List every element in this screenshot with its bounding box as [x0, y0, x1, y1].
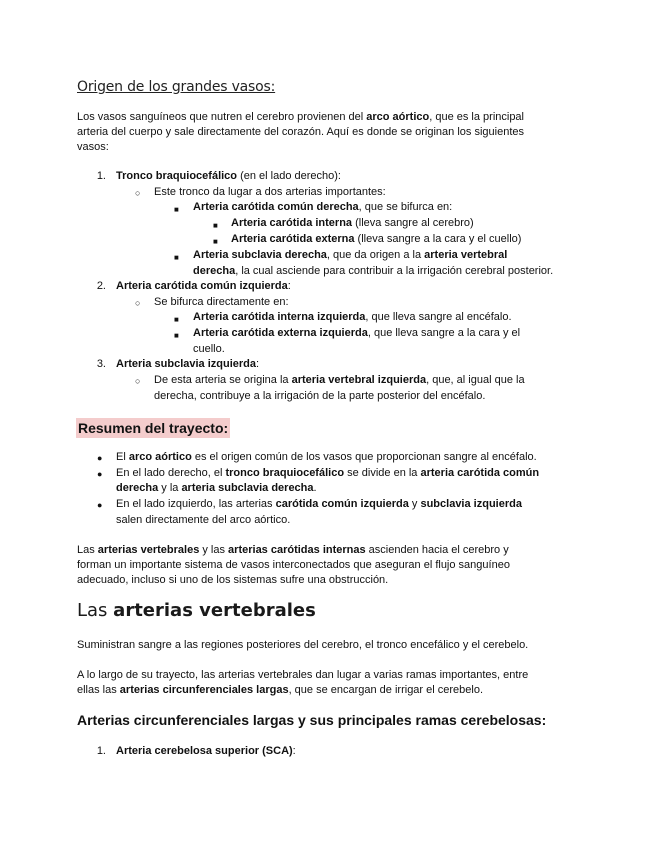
list-item: Arteria cerebelosa superior (SCA): [116, 745, 296, 757]
bullet-dot-icon: ● [97, 453, 103, 463]
square-bullet-icon: ■ [174, 205, 179, 214]
circle-bullet-icon: ○ [135, 298, 141, 308]
circle-bullet-icon: ○ [135, 376, 141, 386]
document-page: Origen de los grandes vasos: Los vasos sanguíneos que nutren el cerebro provienen del arco aórtico, que es la principal arteria del cuerpo y sale directamente del corazón. Aquí es donde se originan los siguientes vasos: 1. Tronco braquiocefálico (en el lado derecho): ○ Este tronco da lugar a dos arterias importantes: ■ Arteria carótida común derecha, que se bifurca en: ■ Arteria carótida interna (lleva sangre al cerebro) ■ Arteria carótida externa (lleva sangre a la cara y el cuello) ■ Arteria subclavia derecha, que da origen a la arteria vertebral derecha, la cual asciende para contribuir a la irrigación cerebral posterior. 2. Arteria carótida común izquierda: ○ Se bifurca directamente en: ■ Arteria carótida interna izquierda, que lleva sangre al encéfalo. ■ Arteria carótida externa izquierda, que lleva sangre a la cara y el cuello. 3. Arteria subclavia izquierda: ○ De esta arteria se origina la arteria vertebral izquierda, que, al igual que la derecha, contribuye a la irrigación de la parte posterior del encéfalo. Resumen del trayecto: ● El arco aórtico es el origen común de los vasos que proporcionan sangre al encéfalo. ● En el lado derecho, el tronco braquiocefálico se divide en la arteria carótida común derecha y la arteria subclavia derecha. ● En el lado izquierdo, las arterias carótida común izquierda y subclavia izquierda salen directamente del arco aórtico. Las arterias vertebrales y las arterias carótidas internas ascienden hacia el cerebro y forman un importante sistema de vasos interconectados que aseguran el flujo sanguíneo adecuado, incluso si uno de los sistemas sufre una obstrucción. Las arterias vertebrales Suministran sangre a las regiones posteriores del cerebro, el tronco encefálico y el cerebelo. A lo largo de su trayecto, las arterias vertebrales dan lugar a varias ramas importantes, entre ellas las arterias circunferenciales largas, que se encargan de irrigar el cerebelo. Arterias circunferenciales largas y sus principales ramas cerebelosas: 1. Arteria cerebelosa superior (SCA): [0, 0, 655, 848]
list-item: En el lado derecho, el tronco braquiocefálico se divide en la arteria carótida común [116, 467, 540, 479]
list-item: Arteria subclavia izquierda: [116, 358, 260, 370]
intro-paragraph: Los vasos sanguíneos que nutren el cerebro provienen del arco aórtico, que es la principal arteria del cuerpo y sale directamente del corazón. Aquí es donde se originan los siguientes vasos: [77, 111, 524, 153]
list-item: El arco aórtico es el origen común de los vasos que proporcionan sangre al encéfalo. [116, 451, 537, 463]
list-item: Tronco braquiocefálico (en el lado derecho): [116, 170, 341, 182]
vertebrales-paragraph: Suministran sangre a las regiones posteriores del cerebro, el tronco encefálico y el cerebelo. [77, 639, 529, 651]
section-heading-resumen: Resumen del trayecto: [78, 420, 229, 436]
list-item: En el lado izquierdo, las arterias carótida común izquierda y subclavia izquierda [116, 498, 522, 510]
square-bullet-icon: ■ [174, 315, 179, 324]
circle-bullet-icon: ○ [135, 188, 141, 198]
section-heading-vertebrales: Las arterias vertebrales [77, 600, 316, 621]
square-bullet-icon: ■ [213, 237, 218, 246]
section-heading-circunferenciales: Arterias circunferenciales largas y sus principales ramas cerebelosas: [77, 712, 547, 728]
bullet-dot-icon: ● [97, 500, 103, 510]
section-heading-origen: Origen de los grandes vasos: [77, 79, 276, 95]
square-bullet-icon: ■ [213, 221, 218, 230]
bullet-dot-icon: ● [97, 469, 103, 479]
square-bullet-icon: ■ [174, 331, 179, 340]
list-item: Arteria carótida común izquierda: [116, 280, 291, 292]
square-bullet-icon: ■ [174, 253, 179, 262]
